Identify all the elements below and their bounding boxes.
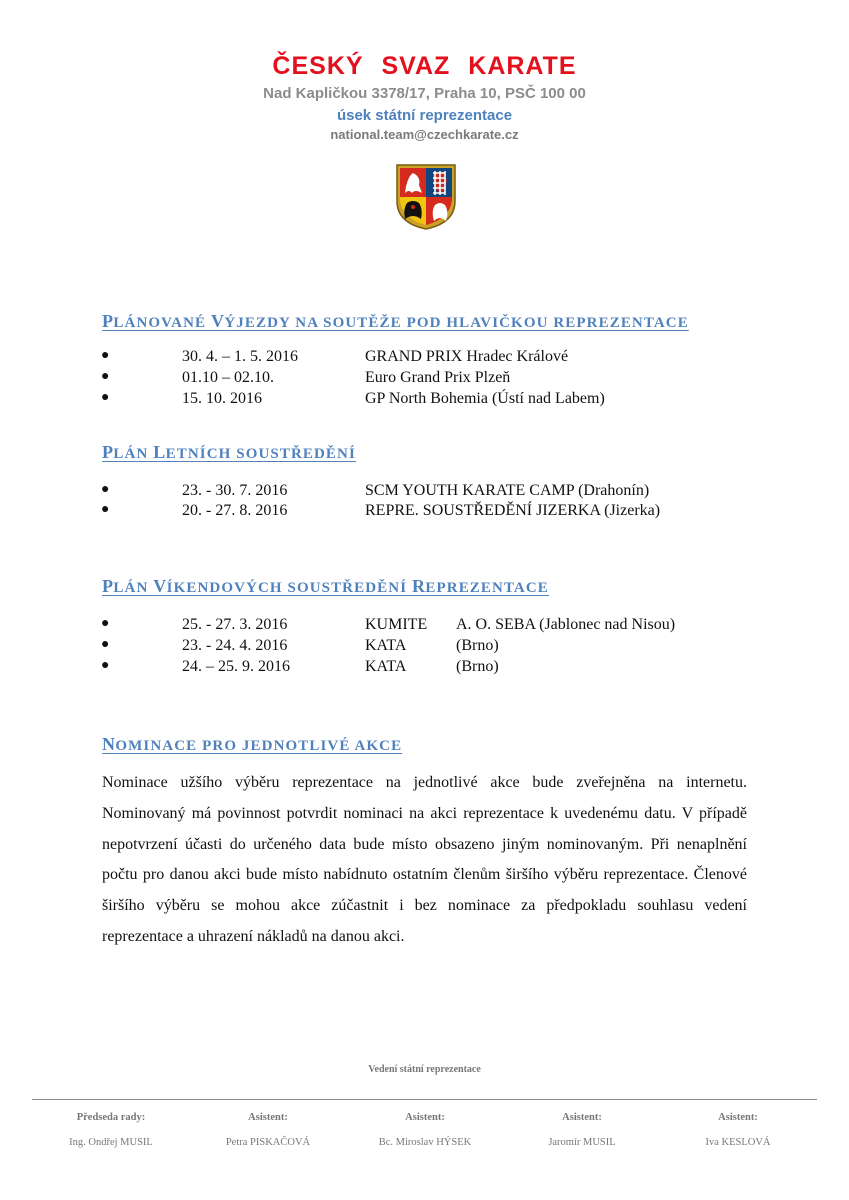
signatory-role: Asistent: bbox=[562, 1112, 602, 1123]
event-name: GRAND PRIX Hradec Králové bbox=[365, 348, 569, 365]
event-date: 01.10 – 02.10. bbox=[182, 369, 274, 386]
list-item bbox=[0, 637, 849, 659]
signatory-role: Asistent: bbox=[248, 1112, 288, 1123]
bullet-icon: ● bbox=[101, 348, 110, 363]
bullet-icon: ● bbox=[101, 616, 110, 631]
list-item bbox=[0, 502, 849, 524]
footer-caption: Vedení státní reprezentace bbox=[368, 1064, 481, 1075]
organization-name: ČESKÝ SVAZ KARATE bbox=[272, 52, 577, 80]
event-place: A. O. SEBA (Jablonec nad Nisou) bbox=[456, 616, 676, 633]
event-discipline: KATA bbox=[365, 658, 407, 675]
bullet-icon: ● bbox=[101, 390, 110, 405]
list-item bbox=[0, 390, 849, 412]
signatory-name: Iva KESLOVÁ bbox=[705, 1137, 771, 1148]
signatory-role: Asistent: bbox=[718, 1112, 758, 1123]
event-place: (Brno) bbox=[456, 637, 499, 654]
bullet-icon: ● bbox=[101, 482, 110, 497]
event-name: SCM YOUTH KARATE CAMP (Drahonín) bbox=[365, 482, 650, 499]
section-title-nominations: NOMINACE PRO JEDNOTLIVÉ AKCE bbox=[102, 734, 403, 754]
list-item bbox=[0, 348, 849, 370]
list-item bbox=[0, 482, 849, 504]
event-date: 15. 10. 2016 bbox=[182, 390, 262, 407]
event-date: 30. 4. – 1. 5. 2016 bbox=[182, 348, 298, 365]
section-title-weekend-camps: PLÁN VÍKENDOVÝCH SOUSTŘEDĚNÍ REPREZENTACE bbox=[102, 576, 549, 596]
event-discipline: KUMITE bbox=[365, 616, 428, 633]
nomination-paragraph: Nominace užšího výběru reprezentace na jednotlivé akce bude zveřejněna na internetu. Nominovaný má povinnost potvrdit nominaci na akci reprezentace k uvedenému datu. V případě nepotvrzení účasti do určeného data bude místo obsazeno jiným nominovaným. Při nenaplnění počtu pro danou akci bude místo nabídnuto ostatním členům širšího výběru reprezentace. Členové širšího výběru se mohou akce zúčastnit i bez nominace za předpokladu souhlasu vedení reprezentace a uhrazení nákladů na danou akci. bbox=[102, 774, 747, 945]
event-discipline: KATA bbox=[365, 637, 407, 654]
bullet-icon: ● bbox=[101, 637, 110, 652]
event-name: REPRE. SOUSTŘEDĚNÍ JIZERKA (Jizerka) bbox=[365, 502, 661, 519]
list-item bbox=[0, 616, 849, 638]
organization-department: úsek státní reprezentace bbox=[336, 107, 513, 124]
signatory-name: Ing. Ondřej MUSIL bbox=[69, 1137, 153, 1148]
organization-address: Nad Kapličkou 3378/17, Praha 10, PSČ 100 00 bbox=[263, 85, 586, 102]
footer-divider bbox=[32, 1099, 817, 1100]
list-item bbox=[0, 658, 849, 680]
event-date: 23. - 30. 7. 2016 bbox=[182, 482, 288, 499]
signatory-name: Petra PISKAČOVÁ bbox=[225, 1137, 311, 1148]
organization-email[interactable]: national.team@czechkarate.cz bbox=[330, 127, 519, 142]
event-name: GP North Bohemia (Ústí nad Labem) bbox=[365, 390, 605, 407]
signatory-role: Asistent: bbox=[405, 1112, 445, 1123]
event-place: (Brno) bbox=[456, 658, 499, 675]
event-date: 25. - 27. 3. 2016 bbox=[182, 616, 288, 633]
event-date: 23. - 24. 4. 2016 bbox=[182, 637, 288, 654]
signatory-name: Bc. Miroslav HÝSEK bbox=[378, 1137, 472, 1148]
signatory-name: Jaromír MUSIL bbox=[548, 1137, 616, 1148]
event-date: 20. - 27. 8. 2016 bbox=[182, 502, 288, 519]
czech-coat-of-arms-icon bbox=[395, 163, 457, 231]
event-name: Euro Grand Prix Plzeň bbox=[365, 369, 511, 386]
section-title-competitions: PLÁNOVANÉ VÝJEZDY NA SOUTĚŽE POD HLAVIČKOU REPREZENTACE bbox=[102, 311, 689, 331]
event-date: 24. – 25. 9. 2016 bbox=[182, 658, 290, 675]
list-item bbox=[0, 369, 849, 391]
bullet-icon: ● bbox=[101, 502, 110, 517]
signatory-role: Předseda rady: bbox=[76, 1112, 146, 1123]
bullet-icon: ● bbox=[101, 369, 110, 384]
bullet-icon: ● bbox=[101, 658, 110, 673]
section-title-summer-camps: PLÁN LETNÍCH SOUSTŘEDĚNÍ bbox=[102, 442, 356, 462]
